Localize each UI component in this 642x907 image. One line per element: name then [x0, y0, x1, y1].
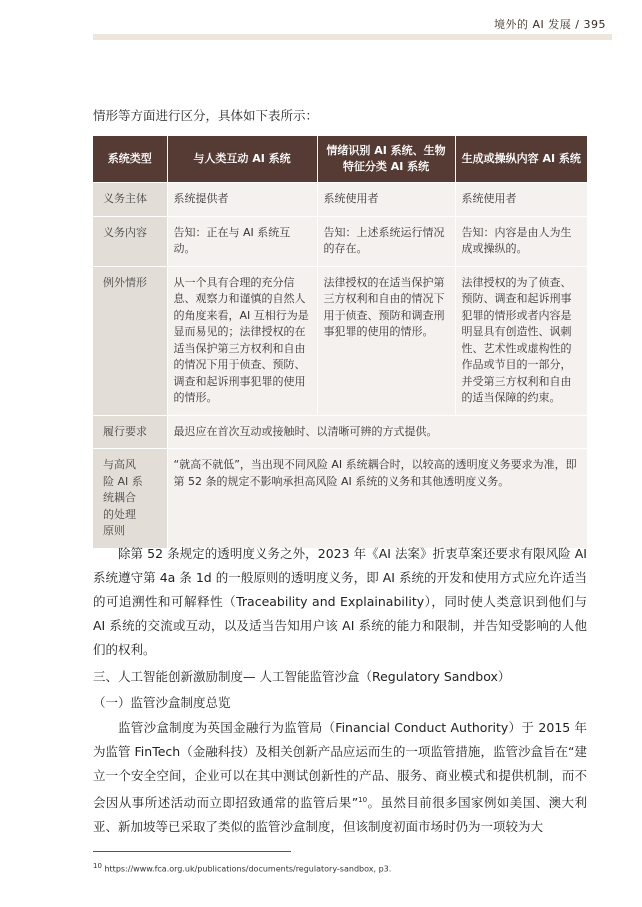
- subsection-heading: （一）监管沙盒制度总览: [93, 695, 231, 710]
- table-cell-merged: “就高不就低”，当出现不同风险 AI 系统耦合时，以较高的透明度义务要求为准，即第 52 条的规定不影响承担高风险 AI 系统的义务和其他透明度义务。: [167, 449, 587, 548]
- table-row: [93, 216, 587, 266]
- header-bar: [93, 34, 612, 40]
- footnote: [93, 862, 391, 874]
- table-cell: 法律授权的在适当保护第三方权利和自由的情况下用于侦查、预防和调查刑事犯罪的使用的情形。: [317, 266, 455, 415]
- table-header-cell: 生成或操纵内容 AI 系统: [455, 136, 587, 183]
- table-header-row: [93, 136, 587, 183]
- table-row: [93, 415, 587, 449]
- running-title: 境外的 AI 发展 / 395: [494, 18, 606, 31]
- footnote-text[interactable]: https://www.fca.org.uk/publications/documents/regulatory-sandbox, p3.: [104, 864, 392, 874]
- table-cell: 告知：上述系统运行情况的存在。: [317, 216, 455, 266]
- table-cell: 系统使用者: [455, 183, 587, 217]
- paragraph-transparency: 除第 52 条规定的透明度义务之外，2023 年《AI 法案》折衷草案还要求有限风险 AI 系统遵守第 4a 条 1d 的一般原则的透明度义务，即 AI 系统的开发和使用方式应允许适当的可追溯性和可解释性（Traceability and Explainability），同时使人类意识到他们与 AI 系统的交流或互动，以及适当告知用户该 AI 系统的能力和限制，并告知受影响的人他们的权利。: [93, 546, 587, 657]
- row-label: 义务内容: [93, 216, 167, 266]
- comparison-table: [93, 136, 587, 548]
- intro-text: 情形等方面进行区分，具体如下表所示：: [93, 108, 319, 123]
- table-header-cell: 系统类型: [93, 136, 167, 183]
- table-cell: 系统提供者: [167, 183, 317, 217]
- table-cell: 从一个具有合理的充分信息、观察力和谨慎的自然人的角度来看，AI 互相行为是显而易见的；法律授权的在适当保护第三方权利和自由的情况下用于侦查、预防、调查和起诉刑事犯罪的使用的情形。: [167, 266, 317, 415]
- table-header-cell: 情绪识别 AI 系统、生物特征分类 AI 系统: [317, 136, 455, 183]
- section-heading: 三、人工智能创新激励制度— 人工智能监管沙盒（Regulatory Sandbox）: [93, 669, 511, 684]
- footnote-divider: [93, 851, 291, 852]
- table-header-cell: 与人类互动 AI 系统: [167, 136, 317, 183]
- row-label: 履行要求: [93, 415, 167, 449]
- table-row: [93, 449, 587, 548]
- row-label: 例外情形: [93, 266, 167, 415]
- row-label: 与高风险 AI 系统耦合的处理原则: [93, 449, 167, 548]
- paragraph-sandbox-part2: 。虽然目前很多国家例如美国、澳大利亚、新加坡等已采取了类似的监管沙盒制度，但该制度初面市场时仍为一项较为大: [93, 795, 587, 835]
- table-cell: 系统使用者: [317, 183, 455, 217]
- footnote-reference[interactable]: 10: [358, 796, 368, 804]
- paragraph-sandbox: [93, 716, 587, 839]
- page-header: [0, 0, 642, 62]
- footnote-number: 10: [93, 862, 102, 870]
- table-cell: 法律授权的为了侦查、预防、调查和起诉刑事犯罪的情形或者内容是明显具有创造性、讽刺性、艺术性或虚构性的作品或节目的一部分，并受第三方权利和自由的适当保障的约束。: [455, 266, 587, 415]
- table-cell-merged: 最迟应在首次互动或接触时、以清晰可辨的方式提供。: [167, 415, 587, 449]
- table-row: [93, 183, 587, 217]
- table-cell: 告知：内容是由人为生成或操纵的。: [455, 216, 587, 266]
- row-label: 义务主体: [93, 183, 167, 217]
- paragraph-sandbox-part1: 监管沙盒制度为英国金融行为监管局（Financial Conduct Authority）于 2015 年为监管 FinTech（金融科技）及相关创新产品应运而生的一项监管措施，监管沙盒旨在“建立一个安全空间，企业可以在其中测试创新性的产品、服务、商业模式和提供机制，而不会因从事所述活动而立即招致通常的监管后果”: [93, 720, 587, 811]
- table-cell: 告知：正在与 AI 系统互动。: [167, 216, 317, 266]
- table-row: [93, 266, 587, 415]
